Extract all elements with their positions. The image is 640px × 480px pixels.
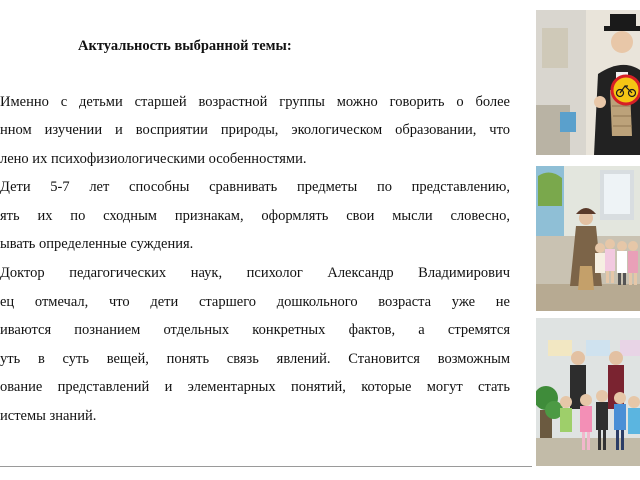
slide-title: Актуальность выбранной темы: xyxy=(78,38,292,54)
text-line: нном изучении и восприятии природы, экологическом образовании, что xyxy=(0,122,510,138)
text-line: ование представлений и элементарных понятий, которые могут стать xyxy=(0,379,510,395)
text-line: иваются познанием отдельных конкретных фактов, а стремятся xyxy=(0,322,510,338)
text-line: уть в суть вещей, понять связь явлений. Становится возможным xyxy=(0,351,510,367)
photo-column xyxy=(536,0,640,480)
text-line: Именно с детьми старшей возрастной группы можно говорить о более xyxy=(0,94,510,110)
teacher-in-costume-photo xyxy=(536,10,640,155)
text-line: ять их по сходным признакам, оформлять свои мысли словесно, xyxy=(0,208,510,224)
text-line: истемы знаний. xyxy=(0,408,97,424)
text-line: ец отмечал, что дети старшего дошкольного возраста уже не xyxy=(0,294,510,310)
text-line: ывать определенные суждения. xyxy=(0,236,194,252)
text-line: Дети 5-7 лет способны сравнивать предметы по представлению, xyxy=(0,179,510,195)
group-of-children-photo xyxy=(536,166,640,311)
bottom-divider xyxy=(0,466,532,467)
children-with-teachers-photo xyxy=(536,318,640,466)
text-line: лено их психофизиологическими особенностями. xyxy=(0,151,307,167)
text-line: Доктор педагогических наук, психолог Александр Владимирович xyxy=(0,265,510,281)
